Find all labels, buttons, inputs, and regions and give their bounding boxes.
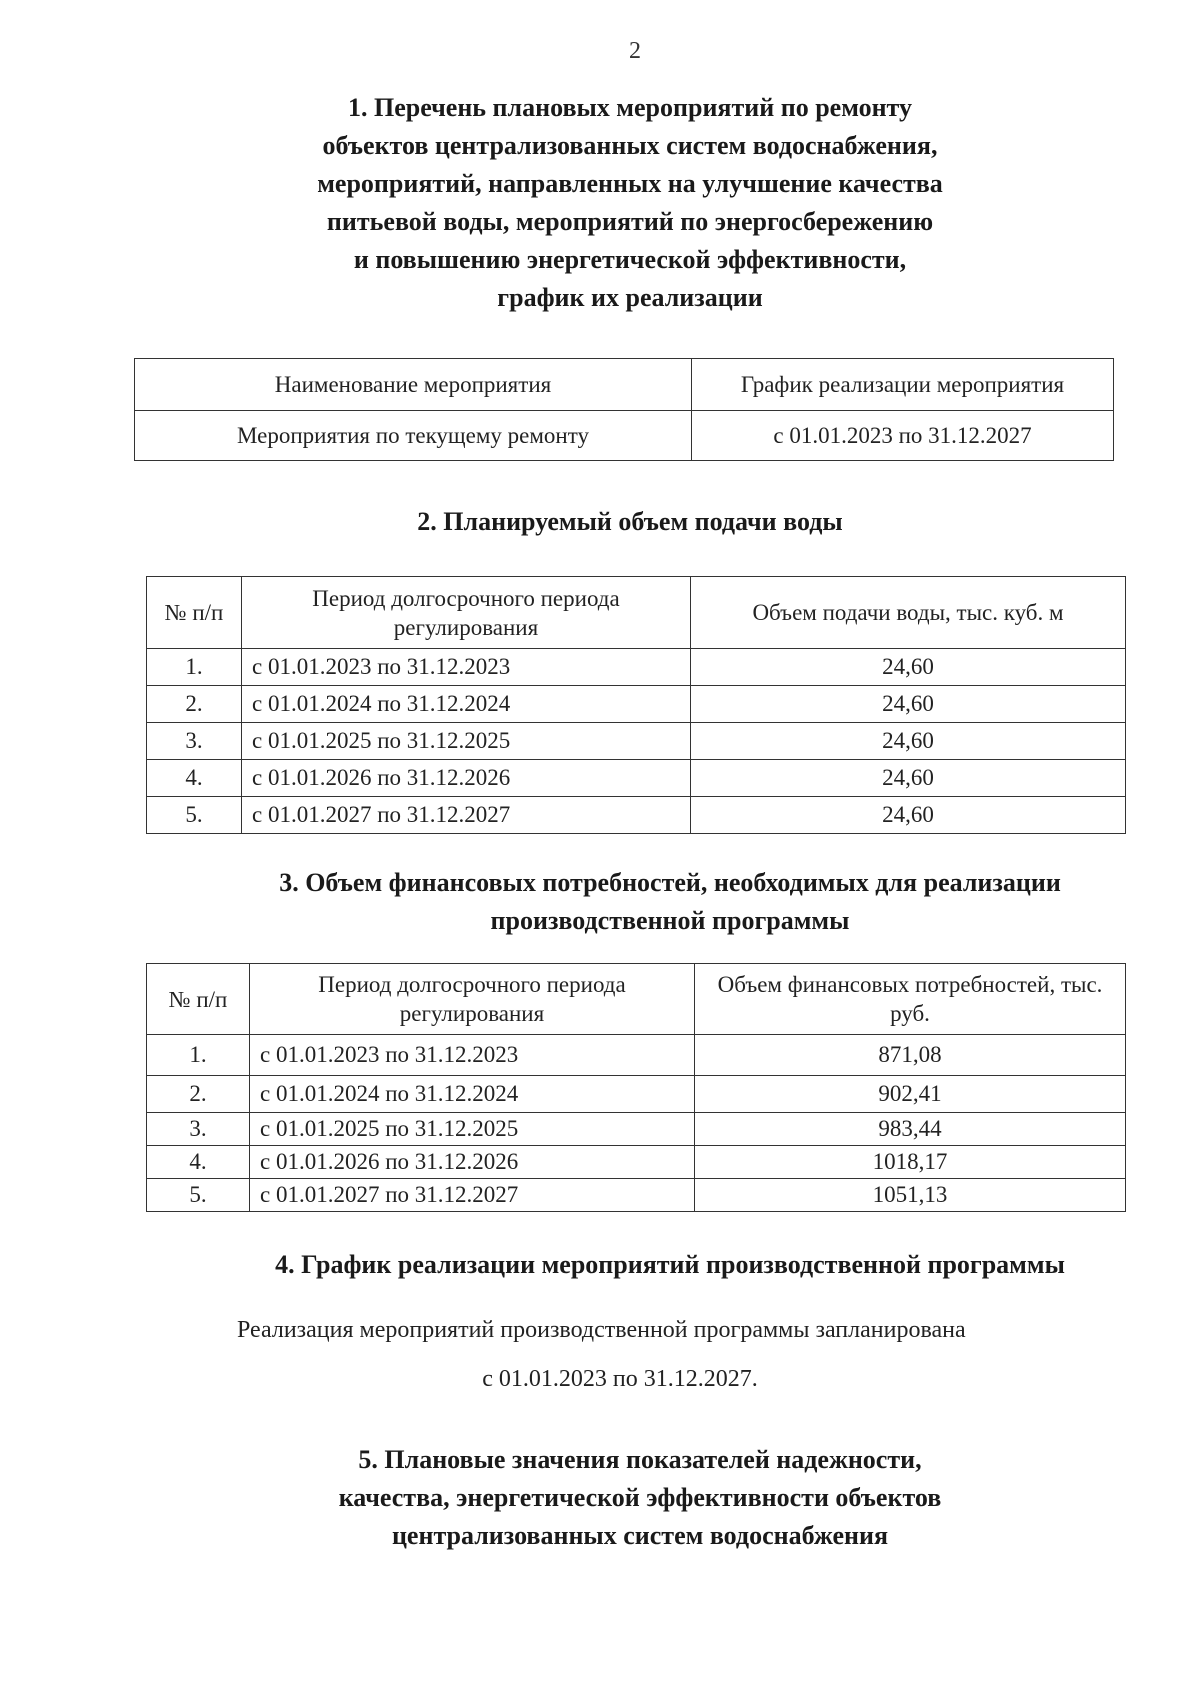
table-row bbox=[147, 1146, 1126, 1179]
cell-activity: Мероприятия по текущему ремонту bbox=[135, 411, 692, 461]
row-period: с 01.01.2023 по 31.12.2023 bbox=[242, 649, 691, 686]
title-line: объектов централизованных систем водоснабжения, bbox=[322, 131, 938, 160]
row-number: 4. bbox=[147, 1146, 250, 1179]
table-row bbox=[147, 686, 1126, 723]
row-value: 902,41 bbox=[695, 1076, 1126, 1113]
section-1-title bbox=[230, 89, 1030, 317]
table-row bbox=[147, 797, 1126, 834]
title-line: питьевой воды, мероприятий по энергосбережению bbox=[326, 207, 934, 236]
title-line: и повышению энергетической эффективности, bbox=[353, 245, 907, 274]
row-number: 1. bbox=[147, 1035, 250, 1076]
row-number: 3. bbox=[147, 723, 242, 760]
activities-table bbox=[134, 358, 1114, 461]
row-number: 3. bbox=[147, 1113, 250, 1146]
row-period: с 01.01.2024 по 31.12.2024 bbox=[242, 686, 691, 723]
row-value: 983,44 bbox=[695, 1113, 1126, 1146]
section-4-paragraph-line-1: Реализация мероприятий производственной программы запланирована bbox=[237, 1317, 966, 1343]
row-period: с 01.01.2024 по 31.12.2024 bbox=[250, 1076, 695, 1113]
financial-needs-table bbox=[146, 963, 1126, 1212]
row-value: 24,60 bbox=[691, 649, 1126, 686]
title-line: централизованных систем водоснабжения bbox=[391, 1521, 889, 1550]
header-schedule: График реализации мероприятия bbox=[692, 359, 1114, 411]
row-number: 2. bbox=[147, 686, 242, 723]
header-number: № п/п bbox=[147, 577, 242, 649]
row-value: 24,60 bbox=[691, 797, 1126, 834]
row-value: 24,60 bbox=[691, 723, 1126, 760]
section-3-title bbox=[160, 864, 1180, 940]
header-period: Период долгосрочного периода регулирования bbox=[242, 577, 691, 649]
section-4-title: 4. График реализации мероприятий производственной программы bbox=[275, 1250, 1065, 1279]
page-number: 2 bbox=[629, 38, 641, 64]
section-5-title bbox=[230, 1441, 1050, 1555]
row-value: 1051,13 bbox=[695, 1179, 1126, 1212]
row-value: 24,60 bbox=[691, 686, 1126, 723]
row-period: с 01.01.2025 по 31.12.2025 bbox=[242, 723, 691, 760]
row-number: 5. bbox=[147, 797, 242, 834]
table-row bbox=[147, 1035, 1126, 1076]
table-row bbox=[147, 760, 1126, 797]
title-line: 1. Перечень плановых мероприятий по ремонту bbox=[348, 93, 912, 122]
header-financial-volume: Объем финансовых потребностей, тыс. руб. bbox=[695, 964, 1126, 1035]
row-period: с 01.01.2026 по 31.12.2026 bbox=[250, 1146, 695, 1179]
row-period: с 01.01.2026 по 31.12.2026 bbox=[242, 760, 691, 797]
header-number: № п/п bbox=[147, 964, 250, 1035]
title-line: производственной программы bbox=[490, 906, 850, 935]
water-supply-table bbox=[146, 576, 1126, 834]
title-line: 5. Плановые значения показателей надежности, bbox=[358, 1445, 922, 1474]
title-line: качества, энергетической эффективности объектов bbox=[338, 1483, 942, 1512]
header-water-volume: Объем подачи воды, тыс. куб. м bbox=[691, 577, 1126, 649]
table-row bbox=[147, 723, 1126, 760]
row-number: 4. bbox=[147, 760, 242, 797]
row-number: 1. bbox=[147, 649, 242, 686]
table-row bbox=[147, 1113, 1126, 1146]
row-period: с 01.01.2027 по 31.12.2027 bbox=[242, 797, 691, 834]
row-period: с 01.01.2023 по 31.12.2023 bbox=[250, 1035, 695, 1076]
table-row bbox=[147, 1179, 1126, 1212]
cell-schedule: с 01.01.2023 по 31.12.2027 bbox=[692, 411, 1114, 461]
header-activity-name: Наименование мероприятия bbox=[135, 359, 692, 411]
title-line: график их реализации bbox=[497, 283, 763, 312]
row-period: с 01.01.2025 по 31.12.2025 bbox=[250, 1113, 695, 1146]
title-line: 3. Объем финансовых потребностей, необходимых для реализации bbox=[279, 868, 1061, 897]
section-2-title: 2. Планируемый объем подачи воды bbox=[417, 507, 843, 536]
row-period: с 01.01.2027 по 31.12.2027 bbox=[250, 1179, 695, 1212]
title-line: мероприятий, направленных на улучшение качества bbox=[317, 169, 943, 198]
row-value: 1018,17 bbox=[695, 1146, 1126, 1179]
row-number: 5. bbox=[147, 1179, 250, 1212]
header-period: Период долгосрочного периода регулирования bbox=[250, 964, 695, 1035]
table-row bbox=[147, 649, 1126, 686]
table-row bbox=[147, 1076, 1126, 1113]
row-value: 24,60 bbox=[691, 760, 1126, 797]
section-4-paragraph-line-2: с 01.01.2023 по 31.12.2027. bbox=[482, 1366, 758, 1392]
row-value: 871,08 bbox=[695, 1035, 1126, 1076]
row-number: 2. bbox=[147, 1076, 250, 1113]
